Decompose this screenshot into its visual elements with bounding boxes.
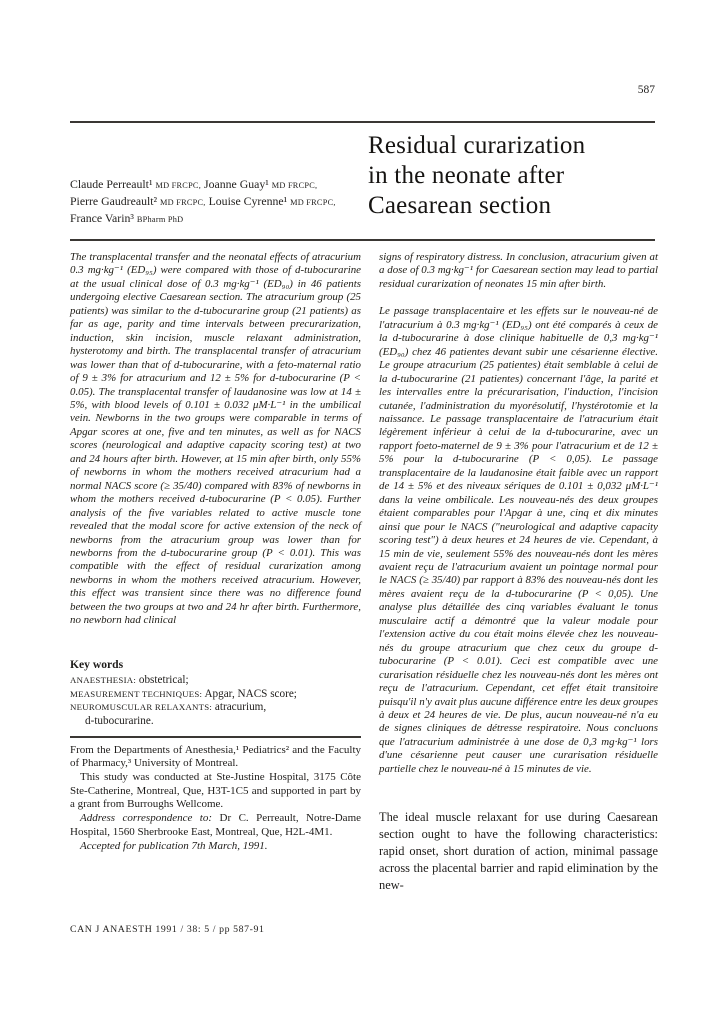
abstract-french: Le passage transplacentaire et les effets sur le nouveau-né de l'atracurium à 0.3 mg·kg⁻¹ (ED₉₅) ont été comparés à ceux de la d-tubocurarine à dose clinique habituelle de 0,3 mg·kg⁻¹ (ED₉₀) chez 46 patientes devant subir une césarienne élective. Le groupe atracurium (25 patientes) était semblable à celui de la d-tubocurarine (21 patientes) concernant l'âge, la parité et les intervalles entre la précurarisation, l'induction, l'incision cutanée, l'administration du myorésolutif, l'hystérotomie et la naissance. Le passage transplacentaire de l'atracurium était légèrement inférieur à celui de la d-tubocurarine, avec un rapport foeto-maternel de 9 ± 3% pour l'atracurium et de 12 ± 5% pour la d-tubocurarine (P < 0,05). Le passage transplacentaire de la laudanosine était faible avec un rapport de 14 ± 5% et des niveaux sériques de 0.101 ± 0,032 μM·L⁻¹ dans la veine ombilicale. Les nouveau-nés des deux groupes étaient comparables pour l'Apgar à une, cinq et dix minutes ainsi que pour le NACS ("neurological and adaptive capacity scoring test") à deux heures et 24 heures de vie. Cependant, à 15 min de vie, seulement 55% des nouveau-nés dont les mères avaient reçu de l'atracurium avaient un pointage normal pour le NACS (≥ 35/40) par rapport à 83% des nouveau-nés dont les mères avaient reçu de la d-tubocurarine (P < 0,05). Une analyse plus détaillée des cinq variables évaluant le tonus musculaire actif a démontré que la valeur modale pour l'extension active du cou était moins élevée chez les nouveau-nés du groupe atracurium que chez ceux du groupe d-tubocurarine (P < 0.01). Ceci est compatible avec une curarisation résiduelle chez les nouveau-nés dont les mères ont reçu de l'atracurium. Cependant, cet effet était transitoire puisqu'il n'y avait plus aucune différence entre les deux groupes à deux et 24 heures de vie. De plus, aucun nouveau-né n'a eu de signes cliniques de détresse respiratoire. Nous concluons que l'atracurium administrée à une dose de 0,3 mg·kg⁻¹ lors d'une césarienne peut causer une curarisation résiduelle partielle chez le nouveau-né à 15 minutes de vie.: [379, 305, 658, 775]
page-number: 587: [637, 84, 655, 96]
abstract-english-left: The transplacental transfer and the neonatal effects of atracurium 0.3 mg·kg⁻¹ (ED₉₅) were compared with those of d-tubocurarine at the usual clinical dose of 0.3 mg·kg⁻¹ (ED₉₀) in 46 patients undergoing elective Caesarean section. The atracurium group (25 patients) was similar to the d-tubocurarine group (21 patients) as far as age, parity and time intervals between precurarization, induction, skin incision, muscle relaxant administration, hysterotomy and birth. The transplacental transfer of atracurium was lower than that of d-tubocurarine, with a feto-maternal ratio of 9 ± 3% for atracurium and 12 ± 5% for d-tubocurarine (P < 0.05). The transplacental transfer of laudanosine was low at 14 ± 5%, with blood levels of 0.101 ± 0.032 μM·L⁻¹ in the umbilical vein. Newborns in the two groups were comparable in terms of Apgar scores at one, five and ten minutes, as well as for NACS scores (neurological and adaptive capacity scoring test) at two and 24 hours after birth. However, at 15 min after birth, only 55% of newborns in whom the mothers received atracurium had a normal NACS score (≥ 35/40) compared with 83% of newborns in whom the mothers received d-tubocurarine (P < 0.05). Further analysis of the five variables related to active muscle tone revealed that the modal score for active extension of the neck of newborns from the atracurium group was lower than for newborns from the d-tubocurarine group (P < 0.01). This was compatible with the effect of residual curarization among newborns in whom the mothers received atracurium. However, this effect was transient since there was no difference found between the two groups at two and 24 hr after birth. Furthermore, no newborn had clinical: [70, 251, 361, 627]
author-line: [70, 194, 375, 211]
journal-citation: CAN J ANAESTH 1991 / 38: 5 / pp 587-91: [70, 924, 265, 935]
author-block: [70, 177, 375, 227]
author-credentials: MD FRCPC,: [271, 181, 318, 190]
article-title-line: Residual curarization: [368, 132, 586, 159]
author-line: [70, 211, 375, 228]
author-name: France Varin³: [70, 210, 134, 225]
author-credentials: MD FRCPC,: [160, 197, 206, 207]
header-top-rule: [70, 121, 655, 123]
study-note: This study was conducted at Ste-Justine Hospital, 3175 Côte Ste-Catherine, Montreal, Que, H3T-1C5 and supported in part by a grant from Burroughs Wellcome.: [70, 771, 361, 811]
footnote-rule: [70, 736, 361, 738]
article-title-line: Caesarean section: [368, 192, 552, 219]
keyword-term: NEUROMUSCULAR RELAXANTS:: [70, 702, 213, 713]
left-column: [70, 251, 361, 853]
header-bottom-rule: [70, 239, 655, 241]
keyword-entry: [70, 674, 361, 688]
keyword-term: ANAESTHESIA:: [70, 675, 137, 686]
author-credentials: MD FRCPC,: [290, 197, 336, 207]
keywords-heading: Key words: [70, 657, 124, 671]
correspondence-label: Address correspondence to:: [80, 812, 213, 825]
keywords-section: [70, 658, 361, 729]
keyword-value: Apgar, NACS score;: [204, 687, 297, 700]
article-title-line: in the neonate after: [368, 162, 565, 189]
keyword-entry: [70, 688, 361, 702]
keyword-entry: [70, 701, 361, 715]
author-line: [70, 177, 375, 194]
author-name: Claude Perreault¹: [70, 177, 153, 191]
keyword-value: atracurium,: [214, 701, 267, 714]
keyword-continuation: d-tubocurarine.: [85, 715, 154, 728]
footnotes-section: [70, 744, 361, 854]
right-column: [379, 251, 658, 894]
author-name: Joanne Guay¹: [204, 177, 269, 191]
correspondence-note: [70, 812, 361, 839]
author-name: Pierre Gaudreault²: [70, 193, 158, 208]
affiliation-note: From the Departments of Anesthesia,¹ Pediatrics² and the Faculty of Pharmacy,³ University of Montreal.: [70, 743, 361, 770]
article-title: [368, 131, 663, 221]
keyword-value: obstetrical;: [138, 674, 189, 687]
accepted-note: Accepted for publication 7th March, 1991.: [80, 839, 268, 852]
author-credentials: MD FRCPC,: [155, 181, 202, 190]
author-name: Louise Cyrenne¹: [208, 193, 288, 208]
keyword-term: MEASUREMENT TECHNIQUES:: [70, 688, 203, 699]
abstract-english-right: signs of respiratory distress. In conclusion, atracurium given at a dose of 0.3 mg·kg⁻¹ for Caesarean section may lead to partial residual curarization of neonates 15 min after birth.: [379, 251, 658, 290]
introduction-paragraph: The ideal muscle relaxant for use during Caesarean section ought to have the following characteristics: rapid onset, short duration of action, minimal passage across the placental barrier and rapid elimination by the new-: [379, 810, 658, 893]
author-credentials: BPharm PhD: [136, 214, 184, 224]
correspondence-text: Dr C. Perreault, Notre-Dame Hospital, 1560 Sherbrooke East, Montreal, Que, H2L-4M1.: [70, 812, 362, 838]
